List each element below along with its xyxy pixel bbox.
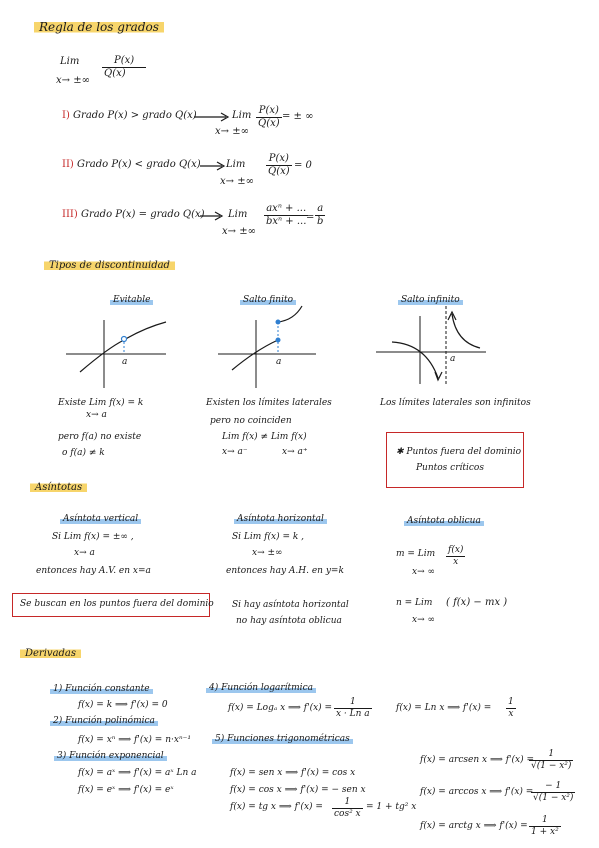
numerator: P(x)	[102, 55, 146, 68]
note-box-dominio	[386, 432, 524, 488]
infinito-line-1: Los límites laterales son infinitos	[380, 398, 531, 408]
finito-line-3: Lim f(x) ≠ Lim f(x)	[222, 432, 307, 442]
derivada-4-formula: f(x) = Logₐ x ⟹ f'(x) =	[228, 703, 333, 713]
oblicua-m-fraction	[446, 545, 465, 568]
finito-line-1: Existen los límites laterales	[206, 398, 332, 408]
oblicua-m: m = Lim	[396, 549, 436, 559]
numerator: axⁿ + ...	[264, 203, 308, 216]
case-number: II)	[62, 159, 74, 170]
intro-fraction	[102, 55, 146, 80]
graph-salto-infinito-a: a	[450, 354, 456, 364]
arrow-icon	[198, 161, 228, 171]
derivada-4-fraction	[334, 697, 372, 720]
denominator: Q(x)	[258, 118, 280, 129]
case-condition: Grado P(x) = grado Q(x)	[80, 209, 205, 220]
case-condition: Grado P(x) < grado Q(x)	[77, 159, 201, 170]
finito-line-3-sub-left: x→ a⁻	[222, 447, 248, 457]
derivada-arctg: f(x) = arctg x ⟹ f'(x) =	[420, 821, 528, 831]
case-3-sub: x→ ±∞	[222, 226, 256, 237]
vertical-line-2: entonces hay A.V. en x=a	[36, 566, 151, 576]
derivada-sen: f(x) = sen x ⟹ f'(x) = cos x	[230, 768, 356, 778]
graph-salto-finito-a: a	[276, 357, 282, 367]
intro-limit-sub: x→ ±∞	[56, 75, 90, 86]
numerator: 1	[332, 797, 363, 809]
derivada-3-head: 3) Función exponencial	[54, 751, 167, 762]
derivada-tg: f(x) = tg x ⟹ f'(x) =	[230, 802, 323, 812]
arrow-icon	[192, 112, 232, 122]
numerator: 1	[529, 749, 573, 761]
graph-evitable-a: a	[122, 357, 128, 367]
note-box-line-1	[396, 447, 521, 458]
case-number: I)	[62, 110, 70, 121]
oblicua-n-sub: x→ ∞	[412, 615, 435, 625]
denominator: bxⁿ + ...	[266, 216, 307, 227]
denominator: b	[317, 216, 324, 227]
case-1-sub: x→ ±∞	[215, 126, 249, 137]
numerator: 1	[529, 815, 561, 827]
derivada-1-formula: f(x) = k ⟹ f'(x) = 0	[78, 700, 168, 710]
denominator: √(1 − x²)	[531, 761, 572, 771]
title-tipos-de-discontinuidad: Tipos de discontinuidad	[44, 260, 175, 271]
horizontal-line-3: Si hay asíntota horizontal	[232, 600, 349, 610]
derivada-3-formula-2: f(x) = eˣ ⟹ f'(x) = eˣ	[78, 785, 174, 795]
oblicua-n: n = Lim	[396, 598, 433, 608]
case-number: III)	[62, 209, 78, 220]
derivada-3-formula-1: f(x) = aˣ ⟹ f'(x) = aˣ Ln a	[78, 768, 197, 778]
asterisk-icon: ✱	[396, 447, 404, 457]
case-1-fraction	[256, 105, 282, 130]
case-3-equals: =	[306, 212, 315, 223]
finito-line-3-sub-right: x→ a⁺	[282, 447, 308, 457]
evitable-line-3: o f(a) ≠ k	[62, 448, 105, 458]
case-3-lim: Lim	[228, 209, 248, 220]
numerator: 1	[334, 697, 372, 709]
horizontal-line-1: Si Lim f(x) = k ,	[232, 532, 305, 542]
case-1-result: = ± ∞	[282, 111, 314, 122]
derivada-4-head: 4) Función logarítmica	[206, 683, 316, 694]
graph-salto-finito	[212, 296, 352, 376]
derivada-tg-result: = 1 + tg² x	[366, 802, 417, 812]
title-asintotas: Asíntotas	[30, 482, 87, 493]
denominator: x · Ln a	[336, 709, 370, 719]
derivada-arccos-fraction	[531, 781, 575, 804]
numerator: 1	[508, 697, 514, 707]
case-3	[62, 209, 205, 221]
derivada-tg-fraction	[332, 797, 363, 820]
case-2-sub: x→ ±∞	[220, 176, 254, 187]
derivada-4-ln-fraction	[506, 697, 516, 720]
case-2-result: = 0	[294, 160, 312, 171]
numerator: − 1	[531, 781, 575, 793]
intro-limit	[60, 56, 79, 68]
derivada-1-head: 1) Función constante	[50, 684, 153, 695]
evitable-line-1-sub: x→ a	[86, 410, 107, 420]
vertical-line-1-sub: x→ a	[74, 548, 95, 558]
evitable-line-1: Existe Lim f(x) = k	[58, 398, 144, 408]
derivada-cos: f(x) = cos x ⟹ f'(x) = − sen x	[230, 785, 366, 795]
vertical-line-1: Si Lim f(x) = ±∞ ,	[52, 532, 134, 542]
note-box-line-2: Puntos críticos	[416, 463, 484, 473]
derivada-arcsen: f(x) = arcsen x ⟹ f'(x) =	[420, 755, 535, 765]
denominator: Q(x)	[268, 166, 290, 177]
lim-text: Lim	[60, 56, 80, 67]
graph-title-salto-finito: Salto finito	[240, 295, 296, 306]
oblicua-n-expression: ( f(x) − mx )	[446, 597, 508, 608]
denominator: 1 + x²	[531, 827, 559, 837]
denominator: x	[508, 709, 514, 719]
graph-title-evitable: Evitable	[110, 295, 153, 306]
case-condition: Grado P(x) > grado Q(x)	[73, 110, 197, 121]
derivada-arcsen-fraction	[529, 749, 573, 772]
horizontal-line-4: no hay asíntota oblicua	[236, 616, 342, 626]
asintota-vertical-title: Asíntota vertical	[60, 514, 141, 525]
case-1	[62, 110, 197, 122]
graph-salto-infinito	[372, 300, 512, 390]
finito-line-2: pero no coinciden	[210, 416, 292, 426]
evitable-line-2: pero f(a) no existe	[58, 432, 142, 442]
numerator: P(x)	[266, 153, 292, 166]
denominator: x	[453, 557, 459, 567]
horizontal-line-1-sub: x→ ±∞	[252, 548, 283, 558]
denominator: √(1 − x²)	[533, 793, 574, 803]
graph-title-salto-infinito: Salto infinito	[398, 295, 463, 306]
horizontal-line-2: entonces hay A.H. en y=k	[226, 566, 344, 576]
derivada-arctg-fraction	[529, 815, 561, 838]
case-2	[62, 159, 201, 171]
case-3-result-fraction	[315, 203, 325, 228]
denominator: cos² x	[334, 809, 361, 819]
graph-evitable	[58, 312, 198, 392]
note-text: Puntos fuera del dominio	[406, 447, 522, 457]
derivada-2-head: 2) Función polinómica	[50, 716, 158, 727]
oblicua-m-sub: x→ ∞	[412, 567, 435, 577]
asintota-horizontal-title: Asíntota horizontal	[234, 514, 327, 525]
title-derivadas: Derivadas	[20, 648, 81, 659]
derivada-2-formula: f(x) = xⁿ ⟹ f'(x) = n·xⁿ⁻¹	[78, 735, 191, 745]
case-2-lim: Lim	[226, 159, 246, 170]
derivada-arccos: f(x) = arccos x ⟹ f'(x) =	[420, 787, 534, 797]
title-regla-de-los-grados: Regla de los grados	[34, 20, 164, 34]
case-2-fraction	[266, 153, 292, 178]
derivada-5-head: 5) Funciones trigonométricas	[212, 734, 353, 745]
denominator: Q(x)	[104, 68, 126, 79]
derivada-4-ln: f(x) = Ln x ⟹ f'(x) =	[396, 703, 492, 713]
case-1-lim: Lim	[232, 110, 252, 121]
numerator: a	[315, 203, 325, 216]
arrow-icon	[198, 211, 226, 221]
note-box-text: Se buscan en los puntos fuera del dominio	[20, 599, 214, 609]
numerator: P(x)	[256, 105, 282, 118]
case-3-fraction	[264, 203, 308, 228]
asintota-oblicua-title: Asíntota oblicua	[404, 516, 484, 527]
numerator: f(x)	[448, 545, 464, 555]
